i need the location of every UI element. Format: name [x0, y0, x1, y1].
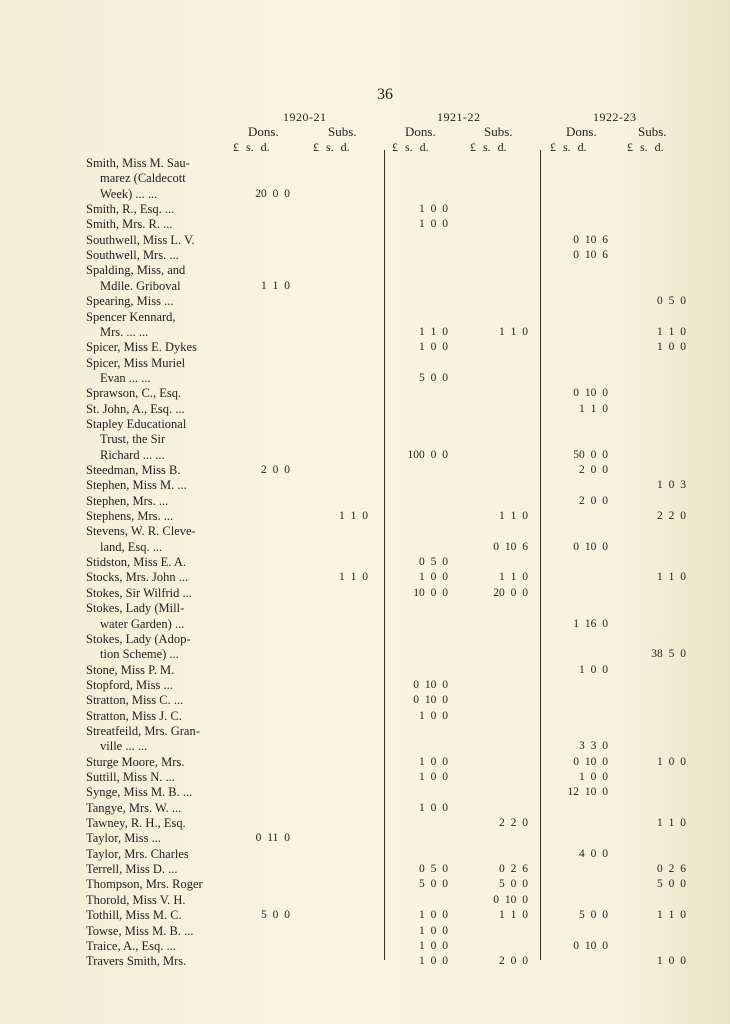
- amount-cell: 1 1 0: [499, 325, 528, 338]
- donor-name: Stone, Miss P. M.: [86, 662, 175, 677]
- amount-cell: 1 1 0: [499, 909, 528, 922]
- amount-cell: 5 0 0: [419, 371, 448, 384]
- donor-name: Travers Smith, Mrs.: [86, 954, 187, 969]
- amount-cell: 0 5 0: [419, 556, 448, 569]
- amount-cell: 1 0 0: [419, 203, 448, 216]
- donor-name: marez (Caldecott: [100, 171, 186, 186]
- donor-name: Sprawson, C., Esq.: [86, 386, 182, 401]
- donor-name: Stevens, W. R. Cleve-: [86, 524, 196, 539]
- currency-units: £ s. d.: [392, 140, 429, 154]
- donor-name: Tawney, R. H., Esq.: [86, 816, 186, 831]
- amount-cell: 1 0 0: [657, 341, 686, 354]
- donor-name: Thompson, Mrs. Roger: [86, 877, 203, 892]
- amount-cell: 1 1 0: [579, 402, 608, 415]
- donor-name: Spicer, Miss E. Dykes: [86, 340, 197, 355]
- amount-cell: 10 0 0: [413, 586, 448, 599]
- amount-cell: 0 2 6: [499, 863, 528, 876]
- amount-cell: 0 10 0: [413, 694, 448, 707]
- amount-cell: 1 1 0: [657, 909, 686, 922]
- amount-cell: 5 0 0: [499, 878, 528, 891]
- subs-heading: Subs.: [328, 124, 357, 139]
- amount-cell: 2 0 0: [261, 464, 290, 476]
- amount-cell: 1 0 0: [419, 709, 448, 722]
- amount-cell: 3 3 0: [579, 740, 608, 753]
- donor-name: Stokes, Lady (Adop-: [86, 631, 191, 646]
- amount-cell: 2 0 0: [499, 955, 528, 968]
- amount-cell: 0 11 0: [255, 832, 290, 845]
- amount-cell: 1 0 0: [419, 341, 448, 354]
- amount-cell: 0 10 0: [573, 387, 608, 400]
- amount-cell: 0 2 6: [657, 863, 686, 876]
- amount-cell: 5 0 0: [419, 878, 448, 891]
- donor-name: Suttill, Miss N. ...: [86, 770, 175, 784]
- donor-name: Towse, Miss M. B. ...: [86, 923, 194, 938]
- amount-cell: 1 1 0: [261, 279, 290, 292]
- currency-units: £ s. d.: [627, 140, 664, 154]
- donor-name: St. John, A., Esq. ...: [86, 401, 185, 416]
- amount-cell: 1 0 3: [657, 479, 686, 492]
- amount-cell: 1 1 0: [419, 325, 448, 338]
- donor-name: Stephen, Miss M. ...: [86, 478, 187, 493]
- donor-name: Stratton, Miss J. C.: [86, 708, 182, 723]
- donor-name: Stidston, Miss E. A.: [86, 555, 187, 570]
- donor-name: Richard ... ...: [100, 447, 165, 462]
- donor-name: Thorold, Miss V. H.: [86, 892, 186, 907]
- amount-cell: 1 0 0: [419, 924, 448, 937]
- donor-name: Steedman, Miss B.: [86, 463, 181, 477]
- donor-name: ville ... ...: [100, 739, 148, 754]
- subs-heading: Subs.: [484, 124, 513, 139]
- amount-cell: 0 10 0: [413, 678, 448, 691]
- amount-cell: 0 10 0: [573, 755, 608, 768]
- amount-cell: 1 0 0: [579, 771, 608, 783]
- donor-name: water Garden) ...: [100, 616, 185, 631]
- amount-cell: 50 0 0: [573, 448, 608, 461]
- donor-name: Taylor, Miss ...: [86, 831, 162, 846]
- donor-name: Synge, Miss M. B. ...: [86, 785, 193, 800]
- donor-name: Spalding, Miss, and: [86, 263, 186, 278]
- dons-heading: Dons.: [405, 124, 436, 139]
- donor-name: Streatfeild, Mrs. Gran-: [86, 723, 200, 738]
- donor-name: Southwell, Mrs. ...: [86, 248, 179, 263]
- currency-units: £ s. d.: [470, 140, 507, 154]
- donor-name: Tothill, Miss M. C.: [86, 908, 182, 923]
- amount-cell: 5 0 0: [261, 909, 290, 922]
- donor-name: Stokes, Sir Wilfrid ...: [86, 585, 192, 600]
- donor-name: Tangye, Mrs. W. ...: [86, 800, 182, 815]
- year-heading: 1922-23: [593, 110, 637, 124]
- amount-cell: 0 10 0: [493, 893, 528, 906]
- donor-name: Stokes, Lady (Mill-: [86, 601, 185, 616]
- year-heading: 1921-22: [437, 110, 481, 124]
- amount-cell: 20 0 0: [493, 586, 528, 599]
- amount-cell: 38 5 0: [651, 648, 686, 661]
- amount-cell: 0 5 0: [657, 295, 686, 308]
- amount-cell: 2 0 0: [579, 464, 608, 476]
- donor-name: Mdlle. Griboval: [100, 278, 181, 293]
- donor-name: Smith, Mrs. R. ...: [86, 217, 173, 232]
- donor-name: Stratton, Miss C. ...: [86, 693, 184, 708]
- amount-cell: 1 1 0: [657, 571, 686, 584]
- amount-cell: 1 1 0: [657, 817, 686, 830]
- amount-cell: 1 0 0: [419, 571, 448, 584]
- donor-name: Evan ... ...: [100, 370, 151, 385]
- donor-name: Smith, R., Esq. ...: [86, 202, 175, 217]
- amount-cell: 1 16 0: [573, 617, 608, 630]
- amount-cell: 100 0 0: [407, 448, 448, 461]
- amount-cell: 2 2 0: [657, 510, 686, 523]
- amount-cell: 12 10 0: [567, 786, 608, 799]
- amount-cell: 1 0 0: [419, 909, 448, 922]
- amount-cell: 1 0 0: [419, 771, 448, 783]
- donor-name: Taylor, Mrs. Charles: [86, 846, 189, 861]
- dons-heading: Dons.: [248, 124, 279, 139]
- amount-cell: 20 0 0: [255, 187, 290, 200]
- donor-name: land, Esq. ...: [100, 539, 163, 554]
- currency-units: £ s. d.: [550, 140, 587, 154]
- amount-cell: 4 0 0: [579, 847, 608, 860]
- donor-name: Traice, A., Esq. ...: [86, 938, 176, 953]
- amount-cell: 0 10 0: [573, 939, 608, 952]
- amount-cell: 0 10 0: [573, 540, 608, 553]
- donor-name: Spencer Kennard,: [86, 309, 176, 324]
- amount-cell: 5 0 0: [579, 909, 608, 922]
- donor-name: Spicer, Miss Muriel: [86, 355, 186, 370]
- donor-name: tion Scheme) ...: [100, 647, 179, 662]
- donor-name: Stapley Educational: [86, 416, 187, 431]
- amount-cell: 1 0 0: [419, 755, 448, 768]
- amount-cell: 2 2 0: [499, 817, 528, 830]
- donor-name: Week) ... ...: [100, 186, 158, 201]
- page-number: 36: [377, 86, 393, 103]
- donor-name: Smith, Miss M. Sau-: [86, 156, 190, 170]
- donor-name: Southwell, Miss L. V.: [86, 232, 195, 247]
- amount-cell: 2 0 0: [579, 494, 608, 507]
- donor-name: Stephen, Mrs. ...: [86, 493, 169, 508]
- amount-cell: 1 1 0: [657, 325, 686, 338]
- amount-cell: 1 1 0: [499, 510, 528, 523]
- amount-cell: 0 10 6: [493, 540, 528, 553]
- donor-name: Mrs. ... ...: [100, 324, 149, 339]
- amount-cell: 1 0 0: [419, 939, 448, 952]
- amount-cell: 0 5 0: [419, 863, 448, 876]
- amount-cell: 1 0 0: [657, 755, 686, 768]
- donor-name: Stephens, Mrs. ...: [86, 509, 174, 524]
- amount-cell: 0 10 6: [573, 249, 608, 262]
- donor-name: Terrell, Miss D. ...: [86, 862, 178, 877]
- amount-cell: 0 10 6: [573, 233, 608, 246]
- amount-cell: 1 0 0: [579, 663, 608, 676]
- amount-cell: 5 0 0: [657, 878, 686, 891]
- amount-cell: 1 1 0: [339, 510, 368, 523]
- subs-heading: Subs.: [638, 124, 667, 139]
- amount-cell: 1 1 0: [499, 571, 528, 584]
- amount-cell: 1 1 0: [339, 571, 368, 584]
- amount-cell: 1 0 0: [419, 218, 448, 231]
- donor-name: Stocks, Mrs. John ...: [86, 570, 189, 585]
- year-heading: 1920-21: [283, 110, 327, 124]
- amount-cell: 1 0 0: [419, 955, 448, 968]
- amount-cell: 1 0 0: [419, 801, 448, 814]
- currency-units: £ s. d.: [233, 140, 270, 154]
- dons-heading: Dons.: [566, 124, 597, 139]
- donor-name: Spearing, Miss ...: [86, 294, 174, 309]
- donor-name: Stopford, Miss ...: [86, 677, 173, 692]
- donor-name: Sturge Moore, Mrs.: [86, 754, 185, 769]
- currency-units: £ s. d.: [313, 140, 350, 154]
- donor-name: Trust, the Sir: [100, 432, 166, 447]
- amount-cell: 1 0 0: [657, 955, 686, 968]
